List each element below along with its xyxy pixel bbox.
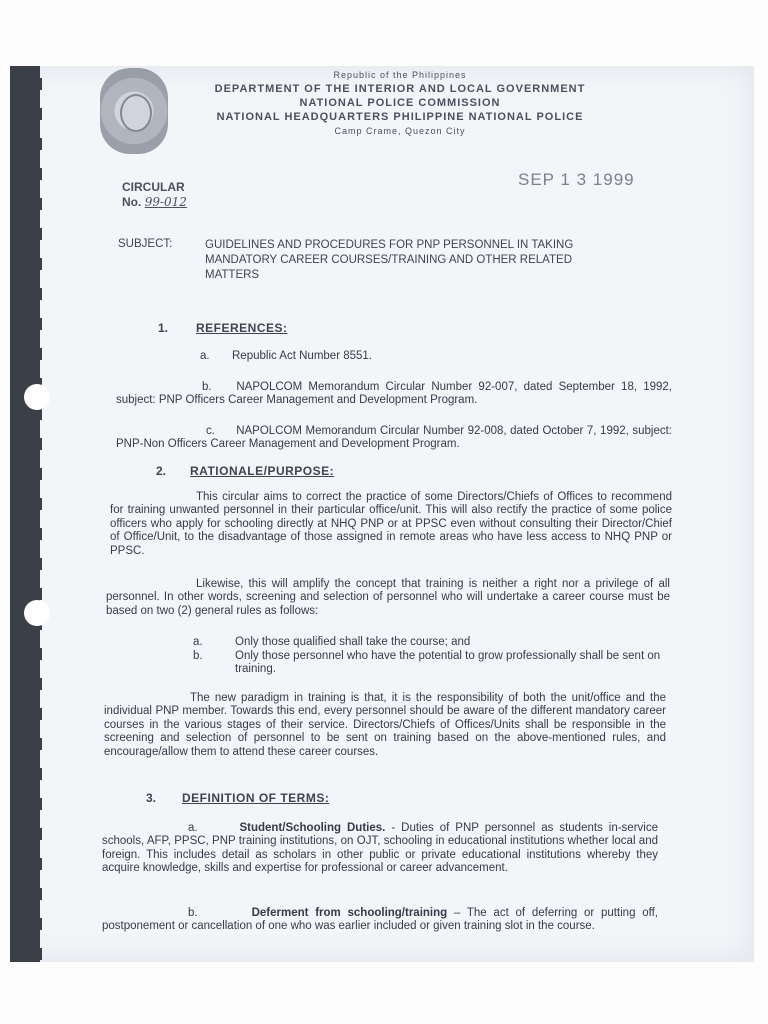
section-title: RATIONALE/PURPOSE: bbox=[190, 464, 335, 478]
binding-notch bbox=[29, 648, 42, 660]
definition-a-label: a. bbox=[188, 822, 198, 834]
header-dilg: DEPARTMENT OF THE INTERIOR AND LOCAL GOVERNMENT bbox=[214, 83, 586, 95]
binding-notch bbox=[29, 168, 42, 180]
definition-a-term: Student/Schooling Duties. bbox=[239, 822, 386, 834]
date-stamp: SEP 1 3 1999 bbox=[518, 170, 635, 189]
circular-label: CIRCULAR bbox=[122, 180, 185, 194]
reference-c bbox=[116, 425, 672, 452]
circular-number: 99-012 bbox=[144, 195, 187, 209]
binding-notch bbox=[29, 108, 42, 120]
binding-notch bbox=[29, 858, 42, 870]
definition-a-text: - Duties of PNP personnel as students in-service schools, AFP, PPSC, PNP training institutions, on OJT, schooling in educational institutions whether local and foreign. This includes detail as scholars in other public or private educational institutions whereby they acquire knowledge, skills and expertise for professional or career advancement. bbox=[102, 822, 658, 875]
binding-notch bbox=[29, 948, 42, 960]
binding-notch bbox=[29, 738, 42, 750]
binding-notch bbox=[29, 678, 42, 690]
binding-notch bbox=[29, 498, 42, 510]
definition-b-term: Deferment from schooling/training bbox=[251, 907, 448, 919]
binding-notch bbox=[29, 138, 42, 150]
reference-a-text: Republic Act Number 8551. bbox=[232, 350, 372, 362]
binding-notch bbox=[29, 348, 42, 360]
header-location: Camp Crame, Quezon City bbox=[334, 126, 466, 136]
binding-notch bbox=[29, 468, 42, 480]
binding-notch bbox=[29, 798, 42, 810]
section-title: REFERENCES: bbox=[196, 321, 288, 335]
rule-b-label: b. bbox=[193, 650, 203, 662]
binding-notch bbox=[29, 918, 42, 930]
circular-no-label: No. bbox=[122, 195, 142, 209]
rule-a-label: a. bbox=[193, 636, 203, 648]
rationale-paragraph-3: The new paradigm in training is that, it is the responsibility of both the unit/office and the individual PNP member. Towards this end, every personnel should be aware of the different mandatory career courses in the various stages of their service. Directors/Chiefs of Offices/Units shall be responsible in the screening and selection of personnel to be sent on training based on the above-mentioned rules, and encourage/allow them to attend these career courses. bbox=[104, 692, 666, 758]
section-rationale-heading bbox=[156, 464, 334, 478]
rule-b-text: Only those personnel who have the potential to grow professionally shall be sent on training. bbox=[235, 650, 661, 676]
reference-a-label: a. bbox=[200, 350, 210, 362]
section-references-heading bbox=[158, 321, 288, 335]
rationale-paragraph-2: Likewise, this will amplify the concept that training is neither a right nor a privilege of all personnel. In other words, screening and selection of personnel who will undertake a career course must be based on two (2) general rules as follows: bbox=[106, 578, 670, 617]
binding-notch bbox=[29, 828, 42, 840]
circular-number-line bbox=[122, 195, 187, 209]
reference-b-text: NAPOLCOM Memorandum Circular Number 92-007, dated September 18, 1992, subject: PNP Officers Career Management and Development Program. bbox=[116, 381, 673, 407]
reference-c-label: c. bbox=[206, 425, 215, 437]
definition-b-text: – The act of deferring or putting off, postponement or cancellation of one who was earlier included or given training slot in the course. bbox=[102, 907, 658, 933]
binding-notch bbox=[29, 708, 42, 720]
binding-notch bbox=[29, 78, 42, 90]
binding-notch bbox=[29, 258, 42, 270]
section-definitions-heading bbox=[146, 791, 329, 805]
definition-b-label: b. bbox=[188, 907, 198, 919]
rule-a-text: Only those qualified shall take the course; and bbox=[235, 636, 471, 648]
header-nhq-pnp: NATIONAL HEADQUARTERS PHILIPPINE NATIONAL POLICE bbox=[216, 111, 584, 123]
reference-b bbox=[116, 381, 672, 408]
reference-c-text: NAPOLCOM Memorandum Circular Number 92-008, dated October 7, 1992, subject: PNP-Non Officers Career Management and Development Program. bbox=[116, 425, 672, 451]
definition-b bbox=[102, 907, 658, 934]
header-republic: Republic of the Philippines bbox=[333, 70, 467, 80]
binding-notch bbox=[29, 588, 42, 600]
binding-notch bbox=[29, 528, 42, 540]
binding-notch bbox=[29, 558, 42, 570]
reference-b-label: b. bbox=[202, 381, 212, 393]
section-title: DEFINITION OF TERMS: bbox=[182, 791, 330, 805]
subject-text: GUIDELINES AND PROCEDURES FOR PNP PERSONNEL IN TAKING MANDATORY CAREER COURSES/TRAINING AND OTHER RELATED MATTERS bbox=[205, 239, 574, 281]
pnp-seal-logo bbox=[100, 68, 168, 154]
binding-notch bbox=[29, 228, 42, 240]
binding-notch bbox=[29, 438, 42, 450]
section-number: 2. bbox=[156, 464, 167, 478]
binding-notch bbox=[29, 318, 42, 330]
punch-hole bbox=[24, 384, 50, 410]
subject-label: SUBJECT: bbox=[118, 238, 173, 250]
binding-notch bbox=[29, 888, 42, 900]
binding-notch bbox=[29, 288, 42, 300]
section-number: 3. bbox=[146, 791, 157, 805]
binding-notch bbox=[29, 768, 42, 780]
rationale-paragraph-1: This circular aims to correct the practice of some Directors/Chiefs of Offices to recommend for training unwanted personnel in their particular office/unit. This will also rectify the practice of some police officers who apply for schooling directly at NHQ PNP or at PPSC even without consulting their Director/Chief of Office/Unit, to the disadvantage of those assigned in remote areas who have less access to NHQ PNP or PPSC. bbox=[110, 491, 672, 557]
binding-notch bbox=[29, 198, 42, 210]
punch-hole bbox=[24, 600, 50, 626]
section-number: 1. bbox=[158, 321, 169, 335]
definition-a bbox=[102, 822, 658, 876]
header-napolcom: NATIONAL POLICE COMMISSION bbox=[299, 97, 501, 109]
